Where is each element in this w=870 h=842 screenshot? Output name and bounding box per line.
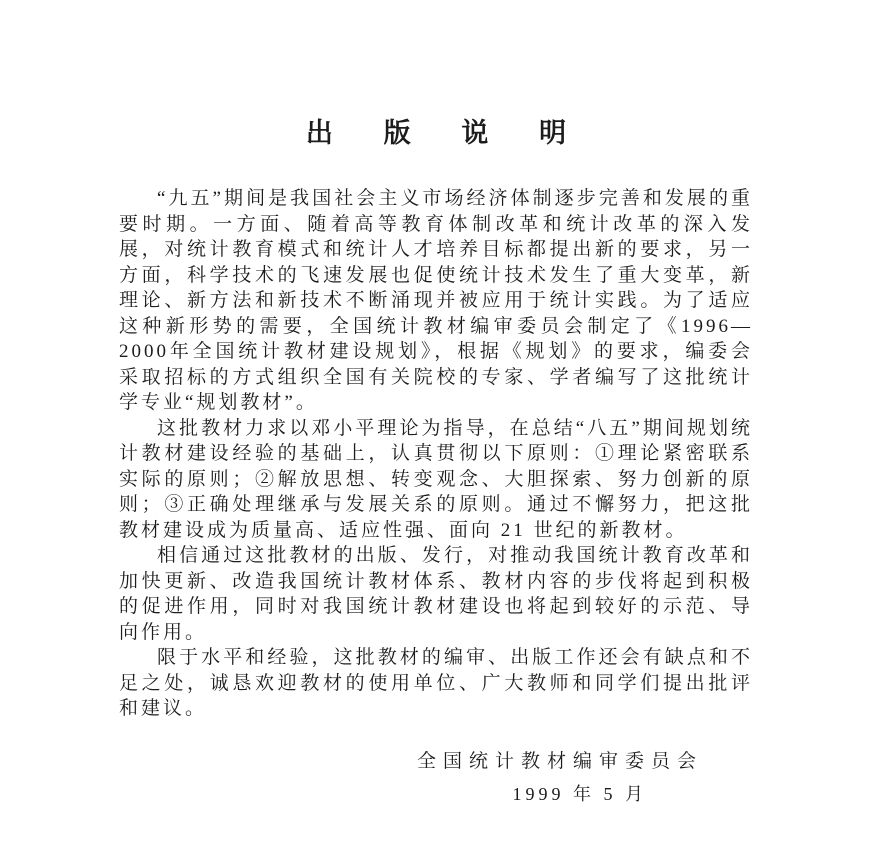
scanned-document-page — [119, 116, 753, 806]
paragraph-3: 相信通过这批教材的出版、发行，对推动我国统计教育改革和加快更新、改造我国统计教材体系、教材内容的步伐将起到积极的促进作用，同时对我国统计教材建设也将起到较好的示范、导向作用。 — [119, 545, 753, 643]
signature-date: 1999 年 5 月 — [512, 783, 647, 804]
paragraph-1: “九五”期间是我国社会主义市场经济体制逐步完善和发展的重要时期。一方面、随着高等教育体制改革和统计改革的深入发展，对统计教育模式和统计人才培养目标都提出新的要求，另一方面，科学技术的飞速发展也促使统计技术发生了重大变革，新理论、新方法和新技术不断涌现并被应用于统计实践。为了适应这种新形势的需要，全国统计教材编审委员会制定了《1996—2000年全国统计教材建设规划》，根据《规划》的要求，编委会采取招标的方式组织全国有关院校的专家、学者编写了这批统计学专业“规划教材”。 — [119, 188, 753, 413]
signature-block — [119, 746, 753, 806]
paragraph-2: 这批教材力求以邓小平理论为指导，在总结“八五”期间规划统计教材建设经验的基础上，认真贯彻以下原则：①理论紧密联系实际的原则；②解放思想、转变观念、大胆探索、努力创新的原则；③正确处理继承与发展关系的原则。通过不懈努力，把这批教材建设成为质量高、适应性强、面向 21 世纪的新教材。 — [119, 417, 753, 541]
paragraph-4: 限于水平和经验，这批教材的编审、出版工作还会有缺点和不足之处，诚恳欢迎教材的使用单位、广大教师和同学们提出批评和建议。 — [119, 647, 753, 719]
signature-organization: 全国统计教材编审委员会 — [416, 750, 703, 772]
document-title: 出 版 说 明 — [305, 118, 589, 148]
document-body — [119, 186, 753, 722]
